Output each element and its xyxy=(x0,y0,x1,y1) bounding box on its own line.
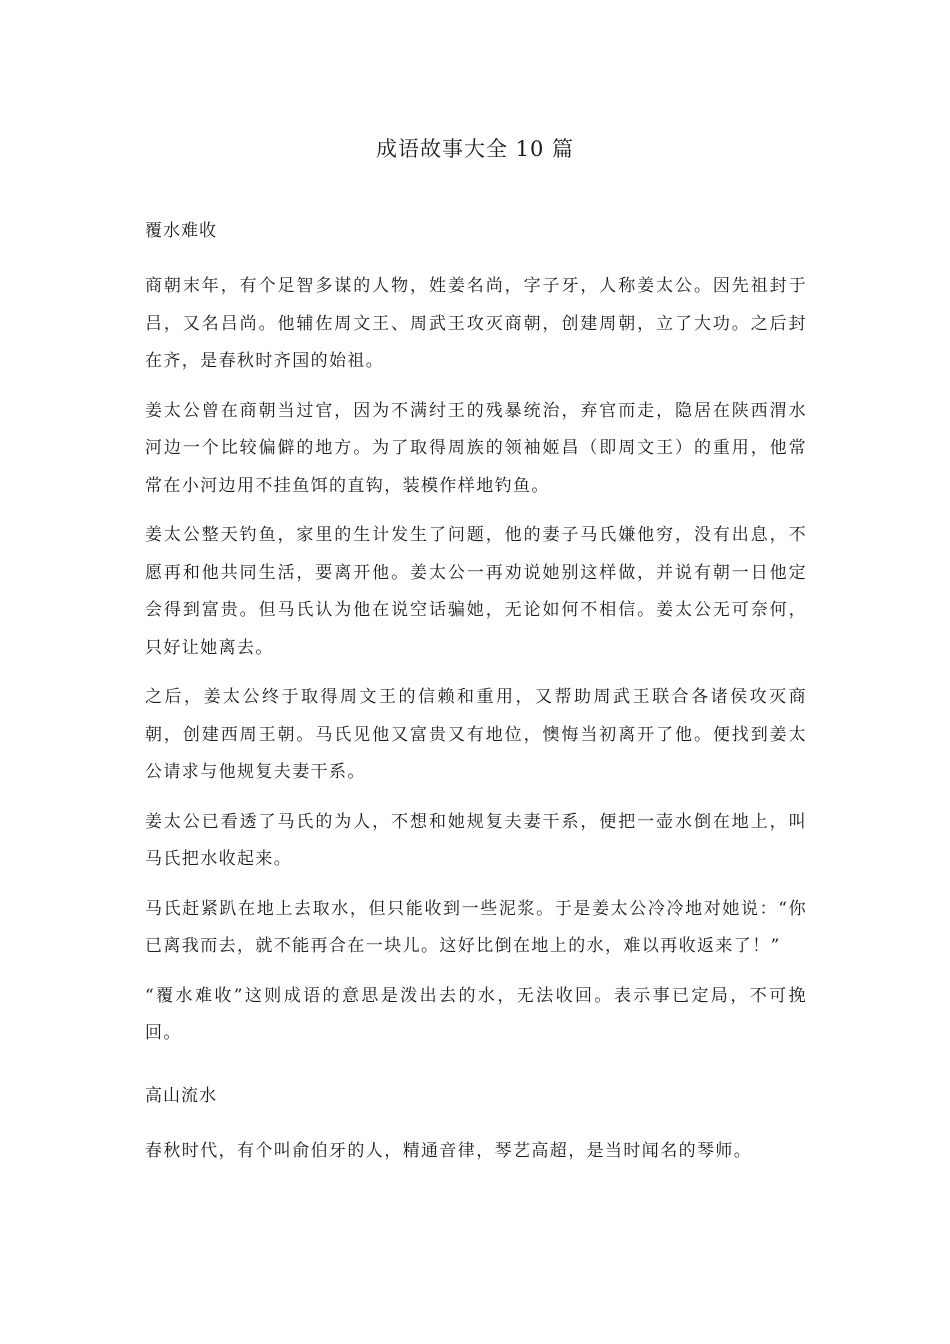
story-paragraph: 马氏赶紧趴在地上去取水，但只能收到一些泥浆。于是姜太公冷冷地对她说：“你已离我而去，就不能再合在一块儿。这好比倒在地上的水，难以再收返来了！” xyxy=(145,898,807,956)
story-section xyxy=(145,216,807,1053)
story-paragraph: 姜太公整天钓鱼，家里的生计发生了问题，他的妻子马氏嫌他穷，没有出息，不愿再和他共同生活，要离开他。姜太公一再劝说她别这样做，并说有朝一日他定会得到富贵。但马氏认为他在说空话骗她，无论如何不相信。姜太公无可奈何，只好让她离去。 xyxy=(145,525,807,658)
document-title: 成语故事大全 10 篇 xyxy=(375,137,575,161)
story-title: 高山流水 xyxy=(145,1085,217,1106)
story-title: 覆水难收 xyxy=(145,221,217,241)
story-paragraph: “覆水难收”这则成语的意思是泼出去的水，无法收回。表示事已定局，不可挽回。 xyxy=(145,985,807,1043)
story-paragraph: 春秋时代，有个叫俞伯牙的人，精通音律，琴艺高超，是当时闻名的琴师。 xyxy=(145,1140,753,1161)
story-paragraph: 姜太公已看透了马氏的为人，不想和她规复夫妻干系，便把一壶水倒在地上，叫马氏把水收起来。 xyxy=(145,811,807,869)
story-paragraph: 之后，姜太公终于取得周文王的信赖和重用，又帮助周武王联合各诸侯攻灭商朝，创建西周王朝。马氏见他又富贵又有地位，懊悔当初离开了他。便找到姜太公请求与他规复夫妻干系。 xyxy=(145,687,807,782)
story-paragraph: 姜太公曾在商朝当过官，因为不满纣王的残暴统治，弃官而走，隐居在陕西渭水河边一个比较偏僻的地方。为了取得周族的领袖姬昌（即周文王）的重用，他常常在小河边用不挂鱼饵的直钩，装模作样地钓鱼。 xyxy=(145,400,807,496)
document-body xyxy=(145,216,807,1182)
story-section xyxy=(145,1081,807,1171)
story-paragraph: 商朝末年，有个足智多谋的人物，姓姜名尚，字子牙，人称姜太公。因先祖封于吕，又名吕尚。他辅佐周文王、周武王攻灭商朝，创建周朝，立了大功。之后封在齐，是春秋时齐国的始祖。 xyxy=(145,276,807,371)
